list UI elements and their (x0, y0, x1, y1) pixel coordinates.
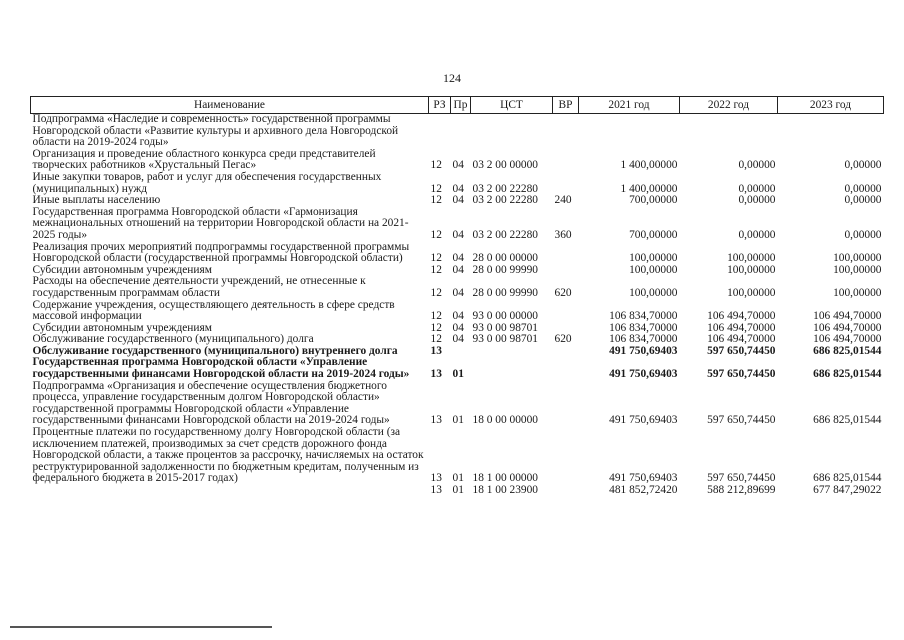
table-row (31, 276, 884, 299)
cell-vr: 240 (554, 194, 572, 207)
cell-rz: 12 (430, 286, 442, 299)
cell-vr: 620 (554, 286, 572, 299)
cell-vr (553, 300, 579, 323)
header-cst: ЦСТ (471, 97, 553, 114)
table-row (31, 207, 884, 242)
table-row (31, 357, 884, 380)
cell-vr: 360 (554, 228, 572, 241)
cell-cst (471, 114, 553, 149)
table-row (31, 300, 884, 323)
cell-vr (553, 172, 579, 195)
cell-pr: 04 (452, 321, 464, 334)
cell-pr: 01 (452, 368, 464, 381)
cell-y2023: 106 494,70000 (813, 321, 882, 334)
cell-y2022 (680, 114, 778, 149)
cell-y2021: 491 750,69403 (609, 344, 678, 357)
cell-rz: 12 (430, 194, 442, 207)
header-2023: 2023 год (778, 97, 884, 114)
table-row (31, 485, 884, 497)
cell-y2022: 106 494,70000 (707, 321, 776, 334)
table-row (31, 242, 884, 265)
header-vr: ВР (553, 97, 579, 114)
cell-rz: 12 (430, 159, 442, 172)
cell-rz: 13 (430, 414, 442, 427)
cell-y2021: 700,00000 (629, 194, 678, 207)
table-row (31, 427, 884, 485)
cell-pr: 04 (452, 228, 464, 241)
cell-pr (451, 346, 471, 358)
cell-y2021: 100,00000 (629, 286, 678, 299)
cell-rz: 12 (430, 263, 442, 276)
cell-y2021: 106 834,70000 (609, 310, 678, 323)
cell-vr (553, 265, 579, 277)
header-2022: 2022 год (680, 97, 778, 114)
cell-cst: 28 0 00 99990 (472, 263, 538, 276)
cell-y2022: 0,00000 (738, 159, 776, 172)
cell-cst: 93 0 00 98701 (472, 321, 538, 334)
cell-rz: 12 (430, 310, 442, 323)
cell-cst (471, 346, 553, 358)
cell-y2022: 597 650,74450 (707, 344, 776, 357)
cell-name: Подпрограмма «Организация и обеспечение осуществления бюджетного процесса, управление государственным долгом Новгородской области» государственной программы Новгородской области «Управление государственными финансами Новгородской области на 2019-2024 годы» (32, 379, 390, 427)
cell-y2021: 491 750,69403 (609, 414, 678, 427)
table-row (31, 381, 884, 427)
cell-y2022: 0,00000 (738, 182, 776, 195)
cell-y2022: 597 650,74450 (707, 472, 776, 485)
cell-cst: 03 2 00 00000 (472, 159, 538, 172)
cell-y2023: 106 494,70000 (813, 333, 882, 346)
cell-cst: 93 0 00 98701 (472, 333, 538, 346)
cell-pr: 04 (452, 182, 464, 195)
cell-rz: 12 (430, 182, 442, 195)
page-number: 124 (443, 71, 461, 85)
cell-name: Обслуживание государственного (муниципального) долга (32, 333, 314, 346)
cell-cst (471, 357, 553, 380)
cell-name: Иные выплаты населению (32, 194, 161, 207)
cell-y2021: 1 400,00000 (620, 182, 678, 195)
cell-pr: 04 (452, 286, 464, 299)
cell-y2023 (778, 114, 884, 149)
cell-pr: 04 (452, 333, 464, 346)
cell-cst: 18 0 00 00000 (472, 414, 538, 427)
cell-pr: 04 (452, 310, 464, 323)
cell-pr (451, 114, 471, 149)
cell-y2023: 100,00000 (833, 286, 882, 299)
cell-rz (429, 114, 451, 149)
cell-name: Государственная программа Новгородской области «Гармонизация межнациональных отношений на территории Новгородской области на 2021-2025 годы» (32, 205, 409, 241)
cell-y2022: 100,00000 (727, 286, 776, 299)
header-2021: 2021 год (579, 97, 680, 114)
cell-rz: 13 (430, 484, 442, 496)
cell-name: Подпрограмма «Наследие и современность» государственной программы Новгородской области «Развитие культуры и архивного дела Новгородской области на 2019-2024 годы» (32, 113, 399, 149)
cell-name: Субсидии автономным учреждениям (32, 321, 212, 334)
cell-y2021: 100,00000 (629, 252, 678, 265)
cell-y2022: 106 494,70000 (707, 333, 776, 346)
cell-y2021: 491 750,69403 (609, 368, 678, 381)
cell-cst: 03 2 00 22280 (472, 182, 538, 195)
cell-name: Субсидии автономным учреждениям (32, 263, 212, 276)
cell-y2021: 1 400,00000 (620, 159, 678, 172)
cell-y2023: 686 825,01544 (813, 344, 882, 357)
cell-y2023: 0,00000 (844, 159, 882, 172)
cell-cst: 03 2 00 22280 (472, 194, 538, 207)
cell-y2021: 700,00000 (629, 228, 678, 241)
cell-vr (553, 427, 579, 485)
cell-y2022: 100,00000 (727, 263, 776, 276)
cell-y2023: 100,00000 (833, 263, 882, 276)
cell-cst: 28 0 00 99990 (472, 286, 538, 299)
cell-y2023: 686 825,01544 (813, 472, 882, 485)
cell-rz: 13 (430, 344, 442, 357)
cell-y2022: 597 650,74450 (707, 368, 776, 381)
table-row (31, 114, 884, 149)
cell-name (31, 485, 429, 497)
cell-cst: 28 0 00 00000 (472, 252, 538, 265)
cell-rz: 13 (430, 472, 442, 485)
cell-y2022: 100,00000 (727, 252, 776, 265)
cell-y2021 (579, 114, 680, 149)
cell-pr: 04 (452, 263, 464, 276)
cell-cst: 18 1 00 23900 (472, 484, 538, 496)
cell-rz: 13 (430, 368, 442, 381)
cell-vr (553, 357, 579, 380)
cell-rz: 12 (430, 228, 442, 241)
cell-y2023: 0,00000 (844, 194, 882, 207)
cell-cst: 03 2 00 22280 (472, 228, 538, 241)
cell-pr: 01 (452, 472, 464, 485)
cell-pr: 04 (452, 159, 464, 172)
cell-y2023: 686 825,01544 (813, 414, 882, 427)
cell-rz: 12 (430, 321, 442, 334)
cell-y2021: 106 834,70000 (609, 321, 678, 334)
cell-name: Реализация прочих мероприятий подпрограммы государственной программы Новгородской области (государственной программы Новгородской области) (32, 240, 410, 265)
cell-y2023: 677 847,29022 (813, 484, 882, 496)
table-row (31, 172, 884, 195)
cell-pr: 01 (452, 414, 464, 427)
header-rz: РЗ (429, 97, 451, 114)
bottom-rule (10, 626, 272, 628)
cell-y2022: 106 494,70000 (707, 310, 776, 323)
table-row (31, 149, 884, 172)
header-name: Наименование (31, 97, 429, 114)
cell-y2021: 481 852,72420 (609, 484, 678, 496)
header-pr: Пр (451, 97, 471, 114)
cell-pr: 04 (452, 252, 464, 265)
cell-y2023: 686 825,01544 (813, 368, 882, 381)
cell-y2023: 0,00000 (844, 228, 882, 241)
cell-y2023: 0,00000 (844, 182, 882, 195)
cell-y2021: 100,00000 (629, 263, 678, 276)
cell-y2023: 106 494,70000 (813, 310, 882, 323)
cell-rz: 12 (430, 252, 442, 265)
budget-table (30, 96, 884, 497)
cell-y2022: 0,00000 (738, 194, 776, 207)
cell-vr (553, 242, 579, 265)
cell-name: Иные закупки товаров, работ и услуг для обеспечения государственных (муниципальных) нужд (32, 170, 382, 195)
cell-y2022: 0,00000 (738, 228, 776, 241)
cell-cst: 18 1 00 00000 (472, 472, 538, 485)
cell-name: Организация и проведение областного конкурса среди представителей творческих работников «Хрустальный Пегас» (32, 147, 376, 172)
cell-y2022: 597 650,74450 (707, 414, 776, 427)
cell-vr (553, 485, 579, 497)
table-header-row (31, 97, 884, 114)
cell-y2021: 106 834,70000 (609, 333, 678, 346)
cell-vr (553, 381, 579, 427)
cell-pr: 04 (452, 194, 464, 207)
cell-vr (553, 149, 579, 172)
cell-name: Расходы на обеспечение деятельности учреждений, не отнесенные к государственным программам области (32, 275, 366, 299)
cell-y2023: 100,00000 (833, 252, 882, 265)
cell-y2022: 588 212,89699 (707, 484, 776, 496)
cell-cst: 93 0 00 00000 (472, 310, 538, 323)
table-row (31, 195, 884, 207)
cell-y2021: 491 750,69403 (609, 472, 678, 485)
cell-name: Процентные платежи по государственному долгу Новгородской области (за исключением платежей, производимых за счет средств дорожного фонда Новгородской области, а также процентов за рассрочку, начисляемых на остаток реструктурированной задолженности по бюджетным кредитам, полученным из федерального бюджета в 2015-2017 годах) (32, 426, 424, 485)
cell-vr: 620 (554, 333, 572, 346)
cell-vr (553, 346, 579, 358)
cell-pr: 01 (452, 484, 464, 496)
cell-name: Содержание учреждения, осуществляющего деятельность в сфере средств массовой информации (32, 298, 395, 323)
cell-name: Обслуживание государственного (муниципального) внутреннего долга (32, 344, 398, 357)
cell-vr (553, 114, 579, 149)
cell-name: Государственная программа Новгородской области «Управление государственными финансами Новгородской области на 2019-2024 годы» (32, 356, 410, 381)
cell-rz: 12 (430, 333, 442, 346)
